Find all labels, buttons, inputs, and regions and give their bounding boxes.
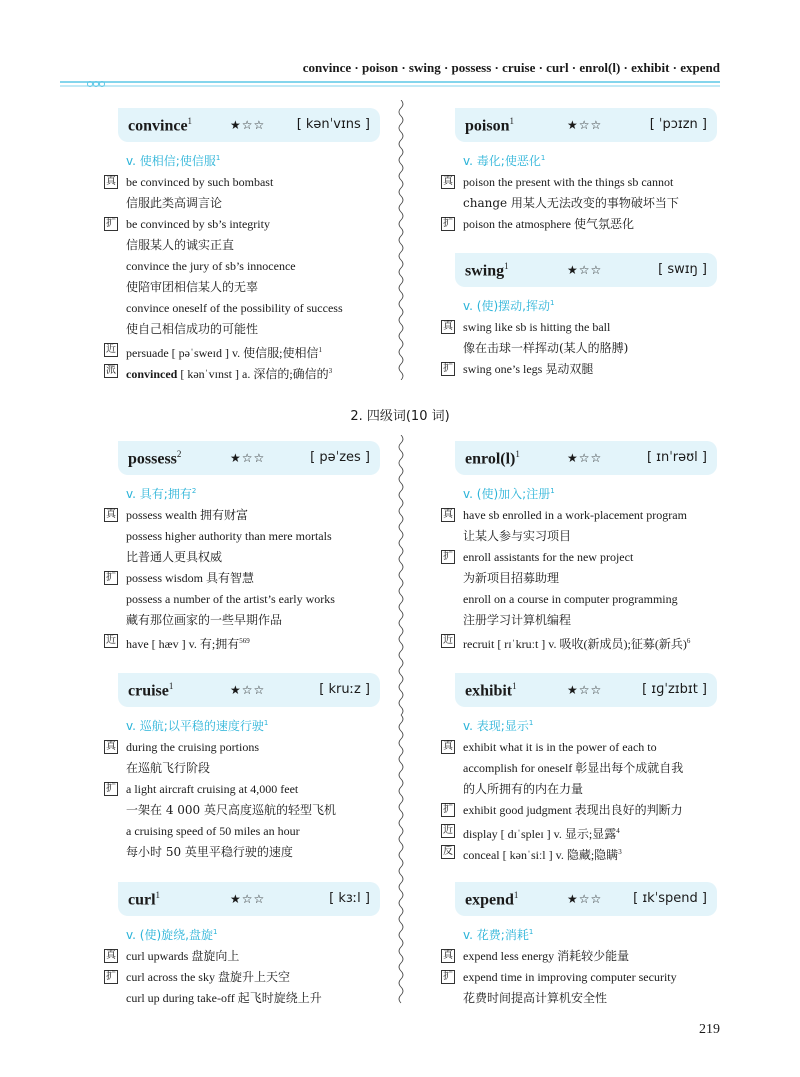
star-rating: ★☆☆ bbox=[567, 683, 603, 697]
example-line: 花费时间提高计算机安全性 bbox=[463, 991, 608, 1005]
example-line: swing like sb is hitting the ball bbox=[463, 320, 611, 334]
badge-kuo: 扩 bbox=[443, 804, 453, 815]
badge-zhen: 真 bbox=[443, 741, 453, 752]
section-title: 2. 四级词(10 词) bbox=[350, 409, 450, 424]
badge-kuo: 扩 bbox=[443, 971, 453, 982]
example-line: accomplish for oneself 彰显出每个成就自我 bbox=[463, 761, 684, 775]
phonetic: [ swɪŋ ] bbox=[658, 262, 707, 277]
part-of-speech: v. 表现;显示$^1$ bbox=[463, 719, 534, 733]
page-number: 219 bbox=[699, 1022, 720, 1037]
badge-pai: 派 bbox=[106, 365, 116, 376]
headword: cruise$^1$ bbox=[128, 681, 174, 700]
example-line: swing one’s legs 晃动双腿 bbox=[463, 362, 594, 376]
badge-kuo: 扩 bbox=[443, 363, 453, 374]
example-line: possess wisdom 具有智慧 bbox=[126, 571, 255, 585]
part-of-speech: v. (使)加入;注册$^1$ bbox=[463, 487, 555, 501]
example-line: be convinced by such bombast bbox=[126, 175, 274, 189]
example-line: curl across the sky 盘旋升上天空 bbox=[126, 970, 290, 984]
example-line: 像在击球一样挥动(某人的胳膊) bbox=[463, 341, 629, 355]
example-line: 注册学习计算机编程 bbox=[463, 613, 572, 627]
example-line: 让某人参与实习项目 bbox=[463, 529, 572, 543]
example-line: enroll on a course in computer programming bbox=[463, 592, 678, 606]
example-line: convince oneself of the possibility of success bbox=[126, 301, 343, 315]
example-line: have sb enrolled in a work-placement program bbox=[463, 508, 687, 522]
star-rating: ★☆☆ bbox=[567, 263, 603, 277]
headword: expend$^1$ bbox=[465, 890, 519, 909]
example-line: 一架在 4 000 英尺高度巡航的轻型飞机 bbox=[126, 803, 336, 817]
example-line: curl upwards 盘旋向上 bbox=[126, 949, 240, 963]
star-rating: ★☆☆ bbox=[567, 118, 603, 132]
star-rating: ★☆☆ bbox=[230, 683, 266, 697]
example-line: exhibit what it is in the power of each to bbox=[463, 740, 657, 754]
example-line: curl up during take-off 起飞时旋绕上升 bbox=[126, 991, 322, 1005]
example-line: 比普通人更具权威 bbox=[126, 550, 223, 564]
entry-card-possess bbox=[118, 441, 380, 475]
badge-zhen: 真 bbox=[106, 950, 116, 961]
part-of-speech: v. 巡航;以平稳的速度行驶$^1$ bbox=[126, 719, 269, 733]
part-of-speech: v. 毒化;使恶化$^1$ bbox=[463, 154, 546, 168]
badge-kuo: 扩 bbox=[106, 218, 116, 229]
entry-card-swing bbox=[455, 253, 717, 287]
example-line: poison the present with the things sb cannot bbox=[463, 175, 674, 189]
antonym-line: conceal [ kənˈsiːl ] v. 隐藏;隐瞒$^3$ bbox=[463, 848, 622, 862]
example-line: possess higher authority than mere mortals bbox=[126, 529, 332, 543]
headword: possess$^2$ bbox=[128, 449, 182, 468]
part-of-speech: v. 使相信;使信服$^1$ bbox=[126, 154, 221, 168]
entry-card-exhibit bbox=[455, 673, 717, 707]
example-line: expend time in improving computer security bbox=[463, 970, 677, 984]
example-line: 为新项目招募助理 bbox=[463, 571, 560, 585]
column-divider-top bbox=[396, 100, 406, 380]
example-line: 的人所拥有的内在力量 bbox=[463, 782, 584, 796]
phonetic: [ ɪɡˈzɪbɪt ] bbox=[642, 682, 707, 697]
example-line: expend less energy 消耗较少能量 bbox=[463, 949, 630, 963]
synonym-line: display [ dɪˈspleɪ ] v. 显示;显露$^4$ bbox=[463, 827, 620, 841]
badge-kuo: 扩 bbox=[443, 551, 453, 562]
part-of-speech: v. (使)摆动,挥动$^1$ bbox=[463, 299, 555, 313]
example-line: change 用某人无法改变的事物破坏当下 bbox=[463, 196, 679, 210]
headword: poison$^1$ bbox=[465, 116, 514, 135]
badge-zhen: 真 bbox=[443, 950, 453, 961]
badge-kuo: 扩 bbox=[443, 218, 453, 229]
example-line: enroll assistants for the new project bbox=[463, 550, 634, 564]
example-line: possess wealth 拥有财富 bbox=[126, 508, 248, 522]
badge-jin: 近 bbox=[106, 344, 116, 355]
example-line: 在巡航飞行阶段 bbox=[126, 761, 211, 775]
headword: $enrol(l)^1$ bbox=[465, 449, 520, 468]
example-line: possess a number of the artist’s early works bbox=[126, 592, 335, 606]
badge-kuo: 扩 bbox=[106, 572, 116, 583]
running-header: convince · poison · swing · possess · cruise · curl · enrol(l) · exhibit · expend bbox=[302, 60, 720, 75]
phonetic: [ kənˈvɪns ] bbox=[296, 117, 370, 132]
star-rating: ★☆☆ bbox=[567, 892, 603, 906]
badge-zhen: 真 bbox=[106, 509, 116, 520]
synonym-line: persuade [ pəˈsweɪd ] v. 使信服;使相信$^1$ bbox=[126, 346, 323, 360]
example-line: a light aircraft cruising at 4,000 feet bbox=[126, 782, 299, 796]
example-line: be convinced by sb’s integrity bbox=[126, 217, 270, 231]
badge-jin: 近 bbox=[106, 635, 116, 646]
badge-zhen: 真 bbox=[443, 509, 453, 520]
badge-zhen: 真 bbox=[106, 176, 116, 187]
derivative-line: convinced [ kənˈvɪnst ] a. 深信的;确信的$^3$ bbox=[126, 367, 333, 381]
badge-kuo: 扩 bbox=[106, 783, 116, 794]
headword: convince$^1$ bbox=[128, 116, 193, 135]
example-line: 每小时 50 英里平稳行驶的速度 bbox=[126, 845, 293, 859]
star-rating: ★☆☆ bbox=[230, 118, 266, 132]
phonetic: [ kɜːl ] bbox=[329, 891, 370, 906]
entry-card-expend bbox=[455, 882, 717, 916]
example-line: convince the jury of sb’s innocence bbox=[126, 259, 296, 273]
entry-card-convince bbox=[118, 108, 380, 142]
example-line: 信服某人的诚实正直 bbox=[126, 238, 235, 252]
entry-card-curl bbox=[118, 882, 380, 916]
example-line: poison the atmosphere 使气氛恶化 bbox=[463, 217, 634, 231]
column-divider-bottom bbox=[396, 435, 406, 1005]
star-rating: ★☆☆ bbox=[230, 451, 266, 465]
headword: swing$^1$ bbox=[465, 261, 509, 280]
badge-zhen: 真 bbox=[443, 176, 453, 187]
badge-zhen: 真 bbox=[106, 741, 116, 752]
badge-jin: 近 bbox=[443, 635, 453, 646]
phonetic: [ kruːz ] bbox=[319, 682, 370, 697]
example-line: a cruising speed of 50 miles an hour bbox=[126, 824, 300, 838]
synonym-line: recruit [ rɪˈkruːt ] v. 吸收(新成员);征募(新兵)$^6$ bbox=[463, 637, 691, 651]
phonetic: [ pəˈzes ] bbox=[310, 450, 370, 465]
example-line: 信服此类高调言论 bbox=[126, 196, 223, 210]
synonym-line: have [ hæv ] v. 有;拥有$^{569}$ bbox=[126, 637, 250, 651]
example-line: 藏有那位画家的一些早期作品 bbox=[126, 613, 283, 627]
example-line: 使自己相信成功的可能性 bbox=[126, 322, 259, 336]
phonetic: [ ɪnˈrəʊl ] bbox=[646, 450, 707, 465]
part-of-speech: v. 具有;拥有$^2$ bbox=[126, 487, 197, 501]
badge-kuo: 扩 bbox=[106, 971, 116, 982]
headword: exhibit$^1$ bbox=[465, 681, 517, 700]
part-of-speech: v. 花费;消耗$^1$ bbox=[463, 928, 534, 942]
entry-card-poison bbox=[455, 108, 717, 142]
part-of-speech: v. (使)旋绕,盘旋$^1$ bbox=[126, 928, 218, 942]
example-line: 使陪审团相信某人的无辜 bbox=[126, 280, 259, 294]
star-rating: ★☆☆ bbox=[567, 451, 603, 465]
entry-card-enrol bbox=[455, 441, 717, 475]
star-rating: ★☆☆ bbox=[230, 892, 266, 906]
phonetic: [ ˈpɔɪzn ] bbox=[649, 117, 707, 132]
badge-fan: 反 bbox=[443, 846, 453, 857]
badge-zhen: 真 bbox=[443, 321, 453, 332]
entry-card-cruise bbox=[118, 673, 380, 707]
phonetic: [ ɪkˈspend ] bbox=[633, 891, 707, 906]
headword: curl$^1$ bbox=[128, 890, 161, 909]
example-line: exhibit good judgment 表现出良好的判断力 bbox=[463, 803, 683, 817]
example-line: during the cruising portions bbox=[126, 740, 259, 754]
badge-jin: 近 bbox=[443, 825, 453, 836]
header-rule bbox=[60, 80, 720, 88]
